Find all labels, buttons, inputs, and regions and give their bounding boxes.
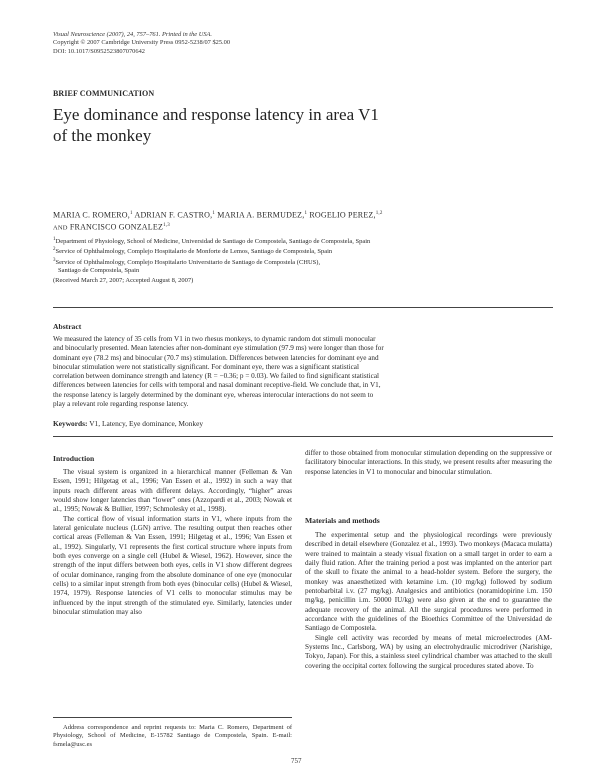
author-1-affil: 1	[130, 211, 133, 216]
methods-heading: Materials and methods	[305, 516, 380, 525]
author-4: ROGELIO PEREZ,	[309, 210, 376, 220]
intro-paragraph-1: The visual system is organized in a hierarchical manner (Felleman & Van Essen, 1991; Hilgetag et al., 1996; Van Essen et al., 1992) in such a way that inputs reach different areas with different delays. Accordingly, “higher” areas would show longer latencies than “lower” ones (Azzopardi et al., 2003; Nowak et al., 1995; Nowak & Bullier, 1997; Schmolesky et al., 1998).	[53, 468, 292, 514]
affiliation-2	[53, 246, 553, 256]
abstract-line: We measured the latency of 35 cells from V1 in two rhesus monkeys, to dynamic random dot stimuli monocular	[53, 335, 376, 343]
abstract-line: correlation between dominance strength and latency (R = −0.36; p = 0.03). We failed to find significant statistical	[53, 372, 380, 380]
divider-top	[53, 307, 553, 308]
methods-paragraph-1: The experimental setup and the physiological recordings were previously described in detail elsewhere (Gonzalez et al., 1993). Two monkeys (Macaca mulatta) were trained to maintain a steady visual fixation on a small target in order to earn a daily fluid ration. After the training period a post was implanted on the anterior part of the skull to fixate the animal to a head-holder system. Before the surgery, the monkey was anaesthetized with ketamine i.m. (10 mg/kg) followed by sodium pentobarbital i.v. (27 mg/kg). Analgesics and antibiotics (noramidopirine i.m. 150 mg/kg, penicillin i.m. 50000 IU/kg) were also given at the end to guarantee the adequate recovery of the animal. All the surgical procedures were performed in accordance with the guidelines of the Bioethics Committee of the Universidad de Santiago de Compostela.	[305, 531, 552, 633]
abstract-body	[53, 335, 499, 409]
introduction-heading: Introduction	[53, 454, 95, 463]
doi-line: DOI: 10.1017/S0952523807070642	[53, 47, 145, 55]
right-column-methods	[305, 531, 552, 671]
journal-header	[53, 31, 230, 56]
intro-continuation: differ to those obtained from monocular stimulation depending on the suppressive or facilitatory binocular interactions. In this study, we present results after measuring the response latencies in V1 to monocular and binocular stimulation.	[305, 449, 552, 476]
abstract-line: binocular stimulation were not statistically significant. For dominant eye, there was a significant statistical	[53, 362, 359, 371]
affiliation-3-cont	[53, 267, 553, 275]
author-2: ADRIAN F. CASTRO,	[134, 210, 213, 220]
author-3-affil: 1	[304, 211, 308, 216]
received-dates: (Received March 27, 2007; Accepted August 8, 2007)	[53, 277, 194, 284]
abstract-line: play a relevant role regarding response latency.	[53, 399, 189, 408]
keywords-text: V1, Latency, Eye dominance, Monkey	[89, 419, 204, 428]
article-title	[53, 104, 483, 146]
author-2-affil: 1	[212, 211, 216, 216]
author-5-affil: 1,3	[163, 223, 170, 229]
journal-citation: Visual Neuroscience (2007), 24, 757–761. Printed in the USA.	[53, 31, 213, 38]
title-line-1: Eye dominance and response latency in area V1	[53, 105, 379, 124]
affiliation-3-text: Service of Ophthalmology, Complejo Hospitalario Universitario de Santiago de Compostela (CHUS),	[55, 259, 321, 267]
intro-paragraph-2: The cortical flow of visual information starts in V1, where inputs from the lateral geniculate nucleus (LGN) arrive. The resulting output then reaches other cortical areas (Felleman & Van Essen, 1991; Hilgetag et al., 1996; Van Essen et al., 1992). Singularly, V1 represents the first cortical structure where inputs from both eyes converge on a single cell (Hubel & Wiesel, 1962). However, since the strength of the input differs between both eyes, cells in V1 show different degrees of ocular dominance, ranging from the absolute dominance of one eye (monocular cells) to a similar input strength from both eyes (binocular cells) (Hubel & Wiesel, 1974, 1979). Response latencies of V1 cells to monocular stimulus may be influenced by the input strength of the stimulated eye. Similarly, latencies under binocular stimulation may also	[53, 514, 292, 617]
abstract-line: and binocularly presented. Mean latencies after non-dominant eye stimulation (97.9 ms) were longer than those for	[53, 344, 384, 353]
author-list	[53, 209, 553, 234]
abstract-line: differences between latencies for cells with temporal and nasal dominant receptive-field. We conclude that, in V1,	[53, 381, 381, 390]
author-1: MARIA C. ROMERO,	[53, 210, 130, 220]
article-type-label: BRIEF COMMUNICATION	[53, 89, 155, 98]
title-line-2: of the monkey	[53, 126, 152, 145]
affiliation-1	[53, 236, 553, 246]
footnote-divider	[53, 717, 292, 718]
affiliation-3	[53, 257, 553, 267]
abstract-line: dominant eye (78.2 ms) and binocular (70.7 ms) stimulation. Differences between latencies for dominant eye and	[53, 353, 379, 362]
methods-paragraph-2: Single cell activity was recorded by means of metal microelectrodes (AM-Systems Inc., Carlsborg, WA) by using an electrohydraulic microdriver (Narishige, Tokyo, Japan). For this, a stainless steel cylindrical chamber was attached to the skull covering the occipital cortex following the surgical procedures stated above. To	[305, 633, 552, 670]
right-column-intro	[305, 449, 552, 477]
divider-bottom	[53, 436, 553, 437]
author-4-affil: 1,2	[375, 211, 383, 216]
page-number: 757	[291, 757, 302, 765]
affiliation-2-text: Service of Ophthalmology, Complejo Hospitalario de Monforte de Lemos, Santiago de Compostela, Spain	[55, 248, 333, 256]
abstract-line: the response latency is largely determined by the dominant eye, whereas interocular interactions do not seem to	[53, 390, 374, 399]
keywords	[53, 419, 203, 428]
affiliation-1-text: Department of Physiology, School of Medicine, Universidad de Santiago de Compostela, Santiago de Compostela, Spain	[55, 238, 371, 246]
left-column	[53, 468, 292, 618]
affiliations	[53, 236, 553, 276]
abstract-heading: Abstract	[53, 322, 82, 331]
affiliation-3-marker: 3	[53, 257, 56, 263]
author-5: FRANCISCO GONZALEZ	[69, 222, 164, 232]
author-3: MARIA A. BERMUDEZ,	[217, 210, 305, 220]
author-conjunction: AND	[53, 224, 68, 232]
affiliation-2-marker: 2	[53, 247, 56, 253]
affiliation-1-marker: 1	[53, 237, 56, 242]
correspondence-footnote: Address correspondence and reprint requests to: Maria C. Romero, Department of Physiology, School of Medicine, E-15782 Santiago de Compostela, Spain. E-mail: fsmela@usc.es	[53, 724, 292, 748]
copyright-line: Copyright © 2007 Cambridge University Press 0952-5238/07 $25.00	[53, 39, 231, 47]
keywords-label: Keywords:	[53, 419, 88, 428]
affiliation-3-text-cont: Santiago de Compostela, Spain	[58, 267, 140, 275]
